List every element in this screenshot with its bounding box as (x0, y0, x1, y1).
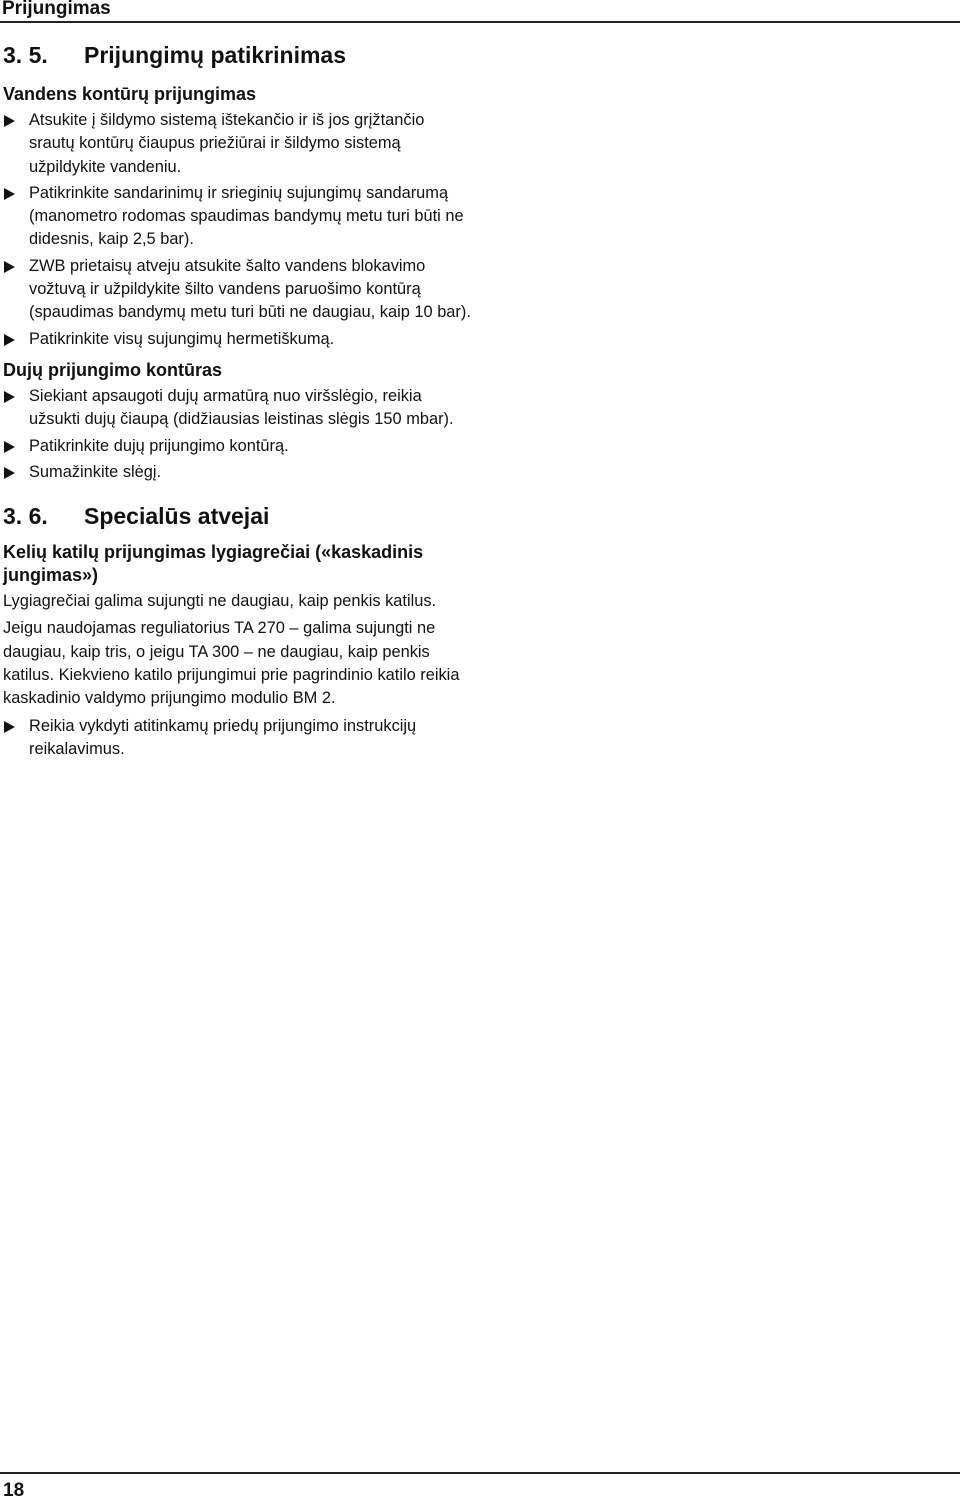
section-title: Prijungimų patikrinimas (84, 42, 346, 68)
page-content (3, 40, 473, 764)
page-number: 18 (3, 1480, 25, 1501)
list-item: Reikia vykdyti atitinkamų priedų prijungimo instrukcijų reikalavimus. (3, 715, 473, 762)
header-title: Prijungimas (2, 0, 111, 19)
subheading-cascade: Kelių katilų prijungimas lygiagrečiai («kaskadinis jungimas») (3, 542, 424, 586)
list-item: Patikrinkite dujų prijungimo kontūrą. (3, 435, 473, 458)
bullet-triangle-icon (4, 188, 15, 200)
list-item: Atsukite į šildymo sistemą ištekančio ir iš jos grįžtančio srautų kontūrų čiaupus priežiūrai ir šildymo sistemą užpildykite vandeniu. (3, 109, 473, 179)
footer-rule (0, 1472, 960, 1474)
water-checks-list (3, 109, 473, 351)
cascade-list (3, 715, 473, 762)
list-item: ZWB prietaisų atveju atsukite šalto vandens blokavimo vožtuvą ir užpildykite šilto vandens paruošimo kontūrą (spaudimas bandymų metu turi būti ne daugiau, kaip 10 bar). (3, 255, 473, 325)
section-title: Specialūs atvejai (84, 503, 270, 530)
bullet-triangle-icon (4, 721, 15, 733)
bullet-triangle-icon (4, 391, 15, 403)
subheading-water-circuits: Vandens kontūrų prijungimas (3, 84, 257, 104)
bullet-triangle-icon (4, 261, 15, 273)
header-rule (0, 21, 960, 23)
page-footer (0, 1472, 960, 1501)
bullet-triangle-icon (4, 334, 15, 346)
paragraph: Lygiagrečiai galima sujungti ne daugiau, kaip penkis katilus. (3, 592, 437, 611)
bullet-triangle-icon (4, 115, 15, 127)
running-header (0, 0, 960, 22)
section-number: 3. 6. (3, 503, 48, 530)
section-number: 3. 5. (3, 42, 48, 68)
bullet-triangle-icon (4, 467, 15, 479)
list-item: Siekiant apsaugoti dujų armatūrą nuo viršslėgio, reikia užsukti dujų čiaupą (didžiausias leistinas slėgis 150 mbar). (3, 385, 473, 432)
list-item: Patikrinkite sandarinimų ir srieginių sujungimų sandarumą (manometro rodomas spaudimas bandymų metu turi būti ne didesnis, kaip 2,5 bar). (3, 182, 473, 252)
gas-checks-list (3, 385, 473, 484)
section-heading-3-5 (3, 40, 473, 70)
bullet-triangle-icon (4, 441, 15, 453)
list-item: Sumažinkite slėgį. (3, 461, 473, 484)
section-heading-3-6 (3, 501, 473, 531)
paragraph: Jeigu naudojamas reguliatorius TA 270 – galima sujungti ne daugiau, kaip tris, o jeigu TA 300 – ne daugiau, kaip penkis katilus. Kiekvieno katilo prijungimui prie pagrindinio katilo reikia kaskadinio valdymo prijungimo modulio BM 2. (3, 619, 460, 708)
list-item: Patikrinkite visų sujungimų hermetiškumą. (3, 328, 473, 351)
subheading-gas-circuit: Dujų prijungimo kontūras (3, 359, 222, 380)
